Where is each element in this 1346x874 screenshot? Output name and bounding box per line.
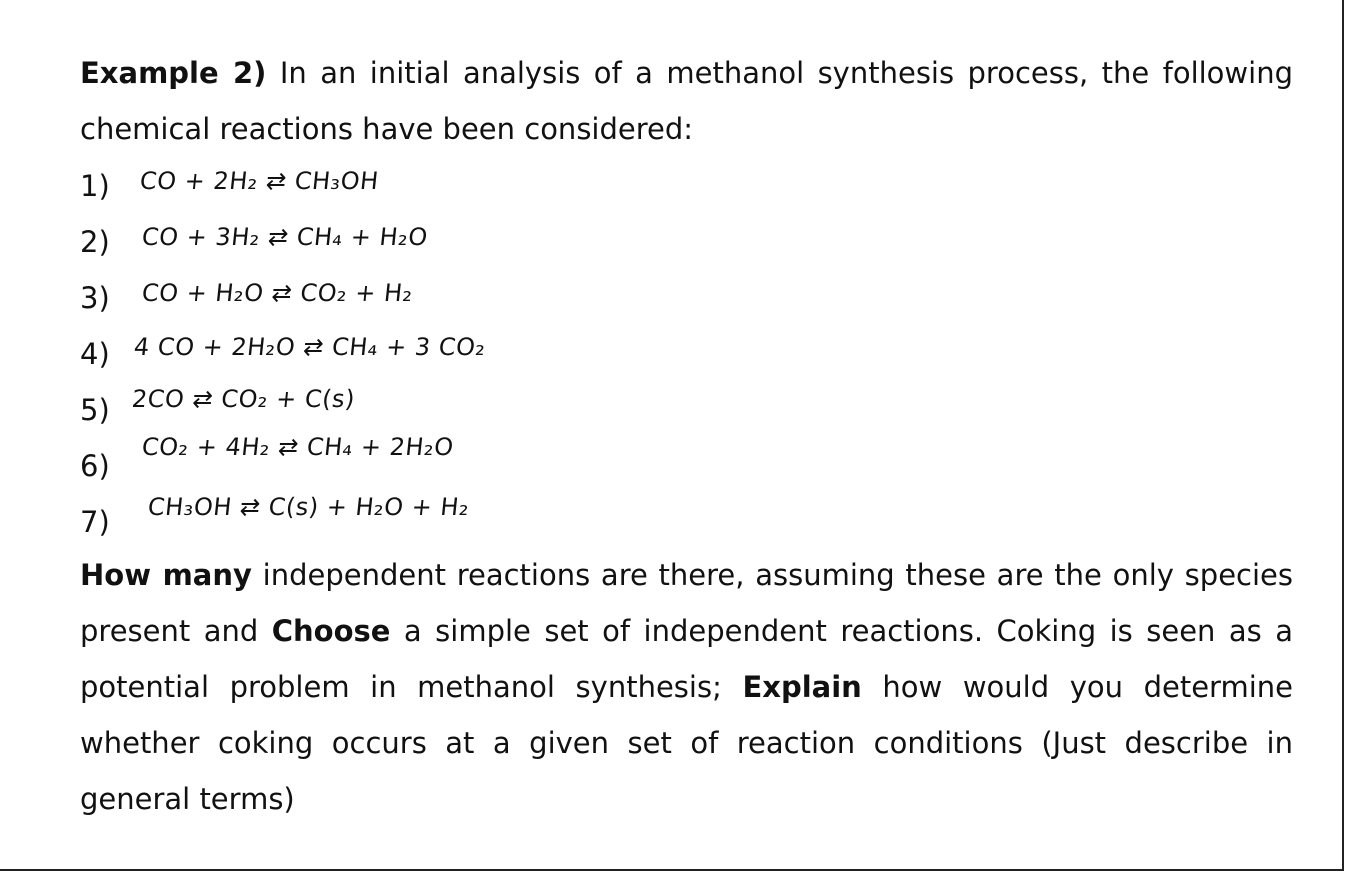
reaction-7 [80, 493, 780, 552]
emphasis-explain: Explain [742, 670, 862, 704]
reaction-equation: CO + 2H₂ ⇄ CH₃OH [138, 167, 381, 195]
reaction-6 [80, 433, 780, 496]
question-text-3: how would you determine whether coking occurs at a given set of reaction conditions (Just describe in general terms) [80, 670, 1293, 816]
reaction-number: 3) [80, 281, 110, 315]
emphasis-how-many: How many [80, 558, 252, 592]
question-paragraph [80, 547, 1293, 827]
reaction-2 [80, 222, 780, 272]
reaction-number: 2) [80, 225, 110, 259]
reaction-number: 1) [80, 169, 110, 203]
intro-paragraph [80, 45, 1293, 157]
reaction-equation: 4 CO + 2H₂O ⇄ CH₄ + 3 CO₂ [132, 333, 488, 361]
question-text-2: a simple set of independent reactions. Coking is seen as a potential problem in methanol synthesis; [80, 614, 1294, 704]
question-text-1: independent reactions are there, assuming these are the only species present and [80, 558, 1293, 648]
reaction-equation: CO + H₂O ⇄ CO₂ + H₂ [140, 279, 415, 307]
reaction-equation: CO + 3H₂ ⇄ CH₄ + H₂O [140, 223, 430, 251]
example-label: Example 2) [80, 56, 267, 90]
reaction-equation: 2CO ⇄ CO₂ + C(s) [130, 385, 357, 413]
intro-text: In an initial analysis of a methanol synthesis process, the following chemical reactions have been considered: [80, 56, 1293, 146]
reaction-number: 5) [80, 393, 110, 427]
reaction-number: 4) [80, 337, 110, 371]
reaction-equation: CH₃OH ⇄ C(s) + H₂O + H₂ [146, 493, 471, 521]
reaction-equation: CO₂ + 4H₂ ⇄ CH₄ + 2H₂O [140, 433, 456, 461]
reaction-1 [80, 166, 780, 216]
emphasis-choose: Choose [271, 614, 391, 648]
reaction-3 [80, 278, 780, 328]
reaction-4 [80, 334, 780, 384]
reaction-number: 7) [80, 505, 110, 539]
reaction-number: 6) [80, 449, 110, 483]
